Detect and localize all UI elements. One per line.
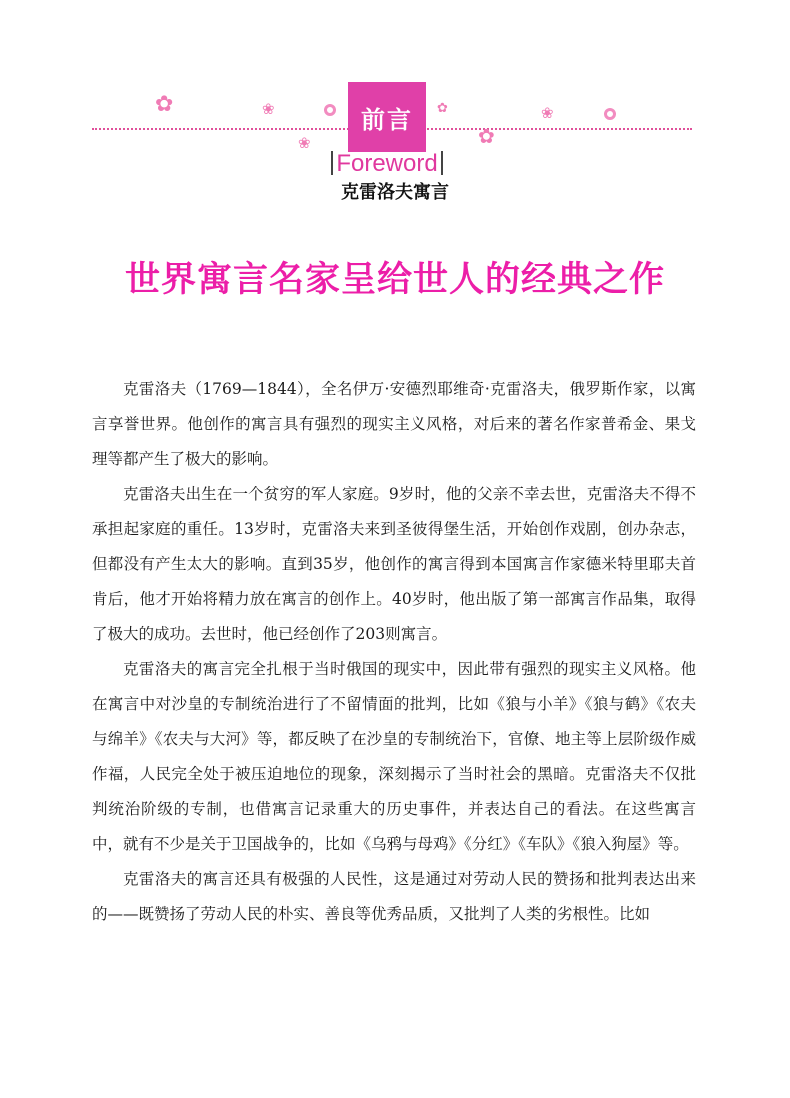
page-headline: 世界寓言名家呈给世人的经典之作	[124, 259, 665, 300]
book-title: 克雷洛夫寓言	[341, 182, 449, 203]
flower-ornament-icon: ✿	[155, 92, 174, 117]
paragraph: 克雷洛夫出生在一个贫穷的军人家庭。9岁时，他的父亲不幸去世，克雷洛夫不得不承担起家庭的重任。13岁时，克雷洛夫来到圣彼得堡生活，开始创作戏剧，创办杂志，但都没有产生太大的影响。直到35岁，他创作的寓言得到本国寓言作家德米特里耶夫首肯后，他才开始将精力放在寓言的创作上。40岁时，他出版了第一部寓言作品集，取得了极大的成功。去世时，他已经创作了203则寓言。	[92, 485, 696, 643]
section-label: 前言	[361, 105, 413, 134]
flower-ornament-icon: ❀	[541, 104, 554, 122]
paragraph: 克雷洛夫（1769—1844），全名伊万·安德烈耶维奇·克雷洛夫，俄罗斯作家，以寓言享誉世界。他创作的寓言具有强烈的现实主义风格，对后来的著名作家普希金、果戈理等都产生了极大的影响。	[92, 380, 696, 468]
paragraph: 克雷洛夫的寓言完全扎根于当时俄国的现实中，因此带有强烈的现实主义风格。他在寓言中对沙皇的专制统治进行了不留情面的批判，比如《狼与小羊》《狼与鹤》《农夫与绵羊》《农夫与大河》等，都反映了在沙皇的专制统治下，官僚、地主等上层阶级作威作福，人民完全处于被压迫地位的现象，深刻揭示了当时社会的黑暗。克雷洛夫不仅批判统治阶级的专制，也借寓言记录重大的历史事件，并表达自己的看法。在这些寓言中，就有不少是关于卫国战争的，比如《乌鸦与母鸡》《分红》《车队》《狼入狗屋》等。	[92, 660, 696, 853]
bar-divider	[331, 151, 333, 175]
flower-ornament-icon: ❀	[298, 134, 311, 152]
flower-ornament-icon: ❀	[262, 100, 275, 118]
section-label-en-text: Foreword	[336, 150, 438, 177]
page-header	[0, 0, 790, 210]
body-text	[92, 372, 696, 932]
section-label-box	[348, 82, 426, 152]
bar-divider	[441, 151, 443, 175]
ring-ornament-icon	[324, 104, 336, 116]
flower-ornament-icon: ✿	[437, 101, 448, 116]
section-label-en	[316, 150, 458, 179]
paragraph: 克雷洛夫的寓言还具有极强的人民性，这是通过对劳动人民的赞扬和批判表达出来的——既赞扬了劳动人民的朴实、善良等优秀品质，又批判了人类的劣根性。比如	[92, 870, 696, 923]
ring-ornament-icon	[604, 108, 616, 120]
flower-ornament-icon: ✿	[478, 124, 495, 148]
